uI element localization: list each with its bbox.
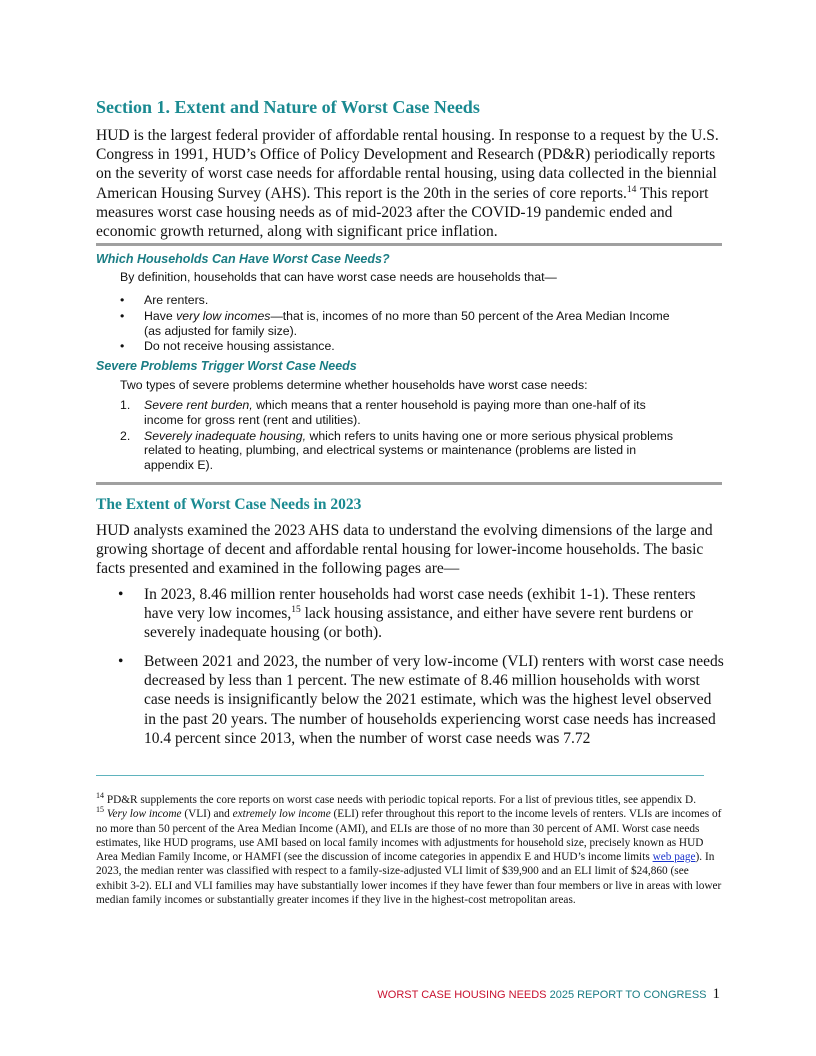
footnote-14 (96, 793, 722, 807)
fact-2023-text-continued: lack housing assistance, and either have severe rent burdens or severely inadequate housing (or both). (144, 605, 693, 642)
footnote-number: 14 (96, 791, 104, 801)
extent-heading: The Extent of Worst Case Needs in 2023 (96, 496, 362, 513)
income-limits-web-page-link[interactable]: web page (652, 851, 696, 864)
callout-heading-households: Which Households Can Have Worst Case Needs? (96, 252, 390, 266)
criterion-renters: Are renters. (144, 293, 209, 307)
footnote-14-text: PD&R supplements the core reports on worst case needs with periodic topical reports. For a list of previous titles, see appendix D. (104, 794, 697, 806)
callout-heading-problems: Severe Problems Trigger Worst Case Needs (96, 359, 357, 373)
footnote-ref-14[interactable]: 14 (626, 184, 637, 195)
list-item (120, 293, 680, 308)
term-vli: Very low income (106, 808, 182, 821)
fact-trend-text: Between 2021 and 2023, the number of very low-income (VLI) renters with worst case needs decreased by less than 1 percent. The new estimate of 8.46 million households with worst case needs is insignificantly below the 2021 estimate, which was the highest level observed in the past 20 years. The number of households experiencing worst case needs has increased 10.4 percent since 2013, when the number of worst case needs was 7.72 (144, 653, 724, 747)
bullet-icon: • (120, 308, 125, 323)
list-item (120, 398, 680, 428)
bullet-icon: • (120, 293, 125, 307)
list-item (120, 339, 680, 354)
problem-rent-burden-text: which means that a renter household is paying more than one-half of its income for gross rent (rent and utilities). (144, 398, 646, 427)
bullet-icon: • (118, 653, 124, 670)
fact-2023-text: In 2023, 8.46 million renter households had worst case needs (exhibit 1-1). These renters have very low incomes, (144, 586, 696, 623)
footnote-ref-15[interactable]: 15 (291, 605, 301, 616)
footer-report-subtitle: 2025 REPORT TO CONGRESS (546, 989, 707, 1001)
footnotes (96, 793, 722, 907)
criteria-list (120, 293, 680, 355)
intro-text: HUD is the largest federal provider of affordable rental housing. In response to a request by the U.S. Congress in 1991, HUD’s Office of Policy Development and Research (PD&R) periodically reports on the severity of worst case needs for affordable rental housing, using data collected in the biennial American Housing Survey (AHS). This report is the 20th in the series of core reports. (96, 127, 719, 202)
criterion-income-term: very low incomes (176, 308, 271, 323)
bullet-icon: • (120, 339, 125, 354)
list-number: 2. (120, 428, 131, 443)
list-item (120, 429, 680, 473)
problems-intro: Two types of severe problems determine whether households have worst case needs: (120, 378, 588, 392)
footnote-15-text-a: (VLI) and (181, 808, 233, 821)
footnote-15-text-b: (ELI) refer throughout this report to the income levels of renters. VLIs are incomes of no more than 50 percent of the Area Median Income (AMI), and ELIs are those of no more than 30 percent of AMI. Worst case needs estimates, like HUD programs, use AMI based on local family incomes with adjustments for household size, precisely known as HUD Area Median Family Income, or HAMFI (see the discussion of income categories in appendix E and HUD’s income limits (96, 808, 722, 864)
footnote-divider (96, 775, 704, 776)
criterion-income-prefix: Have (144, 308, 177, 323)
problem-inadequate-term: Severely inadequate housing, (144, 428, 307, 443)
criterion-no-assistance: Do not receive housing assistance. (144, 339, 335, 354)
footnote-15-text-c: ). In 2023, the median renter was classified with respect to a family-size-adjusted VLI limit of $39,900 and an ELI limit of $24,860 (see exhibit 3-2). ELI and VLI families may have substantially lower incomes if they have fewer than four members or live in areas with lower median family incomes or substantially greater incomes if they live in the highest-cost metropolitan areas. (96, 851, 722, 907)
term-eli: extremely low income (232, 808, 331, 821)
section-title: Section 1. Extent and Nature of Worst Case Needs (96, 97, 480, 117)
problems-list (120, 398, 680, 474)
callout-definition: By definition, households that can have worst case needs are households that— (120, 270, 557, 284)
problem-rent-burden-term: Severe rent burden, (144, 398, 253, 412)
page-number: 1 (712, 986, 720, 1002)
definition-callout-box (96, 243, 722, 485)
footnote-15 (96, 807, 722, 907)
criterion-income-text: —that is, incomes of no more than 50 percent of the Area Median Income (as adjusted for family size). (144, 308, 670, 338)
extent-paragraph: HUD analysts examined the 2023 AHS data to understand the evolving dimensions of the large and growing shortage of decent and affordable rental housing for lower-income households. The basic facts presented and examined in the following pages are— (96, 522, 713, 578)
footnote-number: 15 (96, 805, 104, 815)
intro-paragraph (96, 126, 724, 241)
list-item (96, 652, 724, 748)
list-item (120, 309, 680, 339)
intro-text-continued: This report measures worst case housing needs as of mid-2023 after the COVID-19 pandemic ended and economic growth returned, along with significant price inflation. (96, 184, 709, 241)
list-item (96, 585, 724, 643)
bullet-icon: • (118, 586, 124, 603)
list-number: 1. (120, 398, 131, 412)
footer-report-name: WORST CASE HOUSING NEEDS (377, 989, 547, 1001)
facts-list (96, 585, 724, 643)
problem-inadequate-text: which refers to units having one or more serious physical problems related to heating, plumbing, and electrical systems or maintenance (problems are listed in appendix E). (144, 428, 674, 473)
page-footer (377, 985, 720, 1003)
facts-list-continued (96, 652, 724, 748)
